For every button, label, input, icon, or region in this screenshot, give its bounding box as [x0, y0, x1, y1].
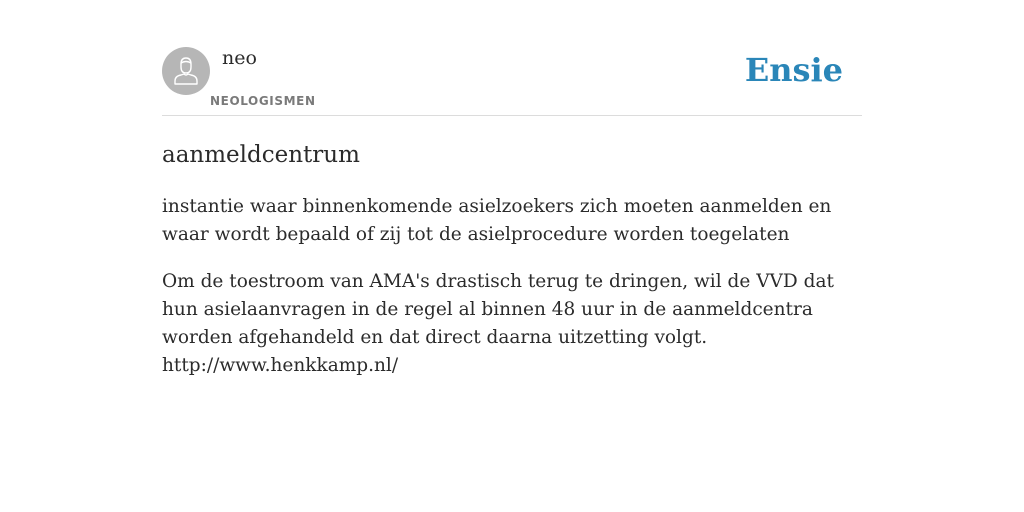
- brand-logo[interactable]: Ensie: [744, 51, 843, 89]
- header: [162, 0, 862, 116]
- collection-link[interactable]: NEOLOGISMEN: [210, 94, 316, 108]
- page: [162, 0, 862, 512]
- entry-example: [162, 268, 852, 380]
- source-link[interactable]: http://www.henkkamp.nl/: [162, 355, 399, 376]
- example-text: Om de toestroom van AMA's drastisch terug te dringen, wil de VVD dat hun asielaanvragen in de regel al binnen 48 uur in de aanmeldcentra worden afgehandeld en dat direct daarna uitzetting volgt.: [162, 271, 834, 348]
- user-silhouette-icon: [162, 47, 210, 95]
- entry-definition: instantie waar binnenkomende asielzoekers zich moeten aanmelden en waar wordt bepaald of zij tot de asielprocedure worden toegelaten: [162, 196, 832, 245]
- avatar[interactable]: [162, 47, 210, 95]
- entry-title: aanmeldcentrum: [162, 142, 360, 168]
- username-link[interactable]: neo: [222, 47, 257, 69]
